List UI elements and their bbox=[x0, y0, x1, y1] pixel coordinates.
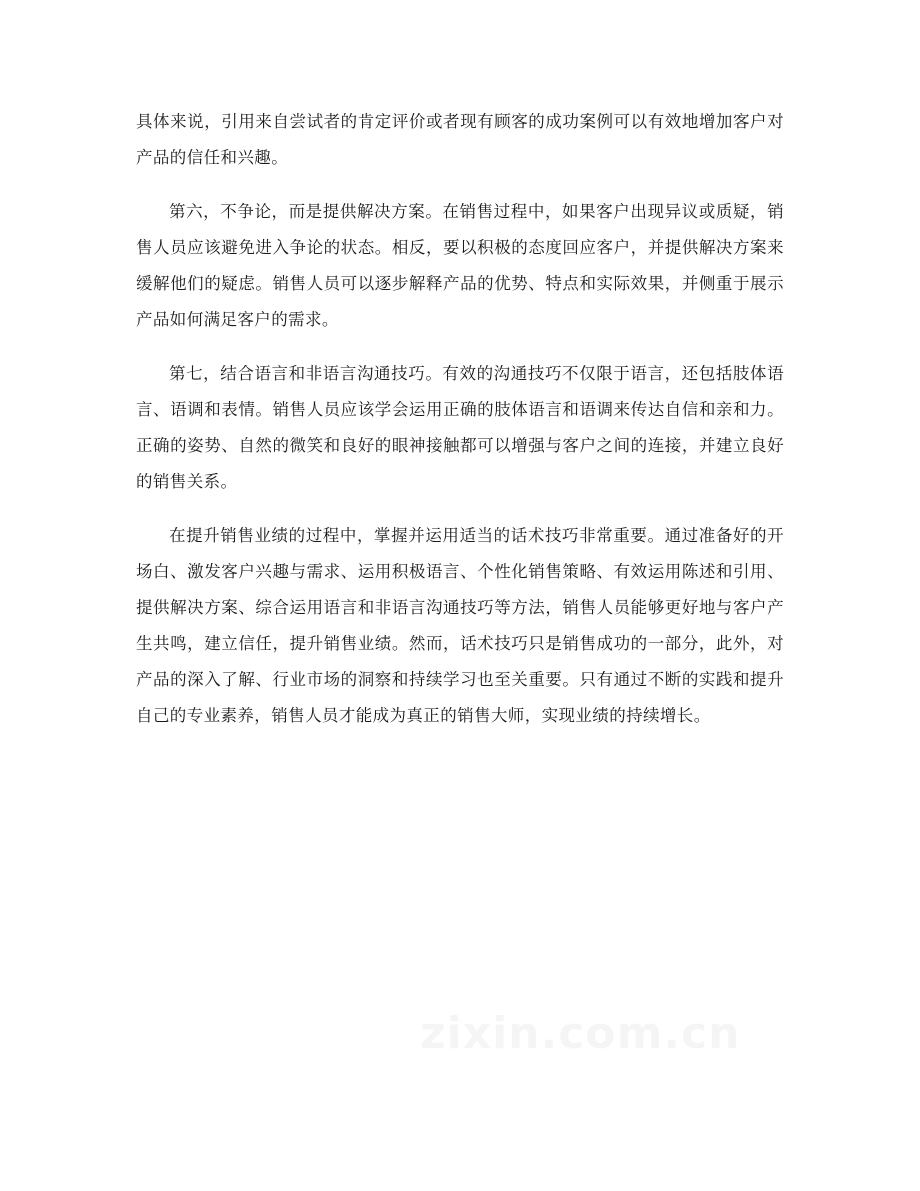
paragraph-continuation: 具体来说，引用来自尝试者的肯定评价或者现有顾客的成功案例可以有效地增加客户对产品的信任和兴趣。 bbox=[136, 112, 784, 167]
watermark bbox=[420, 1008, 740, 1059]
paragraph-seventh-point: 第七，结合语言和非语言沟通技巧。有效的沟通技巧不仅限于语言，还包括肢体语言、语调和表情。销售人员应该学会运用正确的肢体语言和语调来传达自信和亲和力。正确的姿势、自然的微笑和良好的眼神接触都可以增强与客户之间的连接，并建立良好的销售关系。 bbox=[136, 364, 784, 491]
paragraph-conclusion: 在提升销售业绩的过程中，掌握并运用适当的话术技巧非常重要。通过准备好的开场白、激发客户兴趣与需求、运用积极语言、个性化销售策略、有效运用陈述和引用、提供解决方案、综合运用语言和非语言沟通技巧等方法，销售人员能够更好地与客户产生共鸣，建立信任，提升销售业绩。然而，话术技巧只是销售成功的一部分，此外，对产品的深入了解、行业市场的洞察和持续学习也至关重要。只有通过不断的实践和提升自己的专业素养，销售人员才能成为真正的销售大师，实现业绩的持续增长。 bbox=[136, 526, 784, 725]
document-body bbox=[136, 104, 784, 752]
paragraph-sixth-point: 第六，不争论，而是提供解决方案。在销售过程中，如果客户出现异议或质疑，销售人员应该避免进入争论的状态。相反，要以积极的态度回应客户，并提供解决方案来缓解他们的疑虑。销售人员可以逐步解释产品的优势、特点和实际效果，并侧重于展示产品如何满足客户的需求。 bbox=[136, 202, 784, 329]
